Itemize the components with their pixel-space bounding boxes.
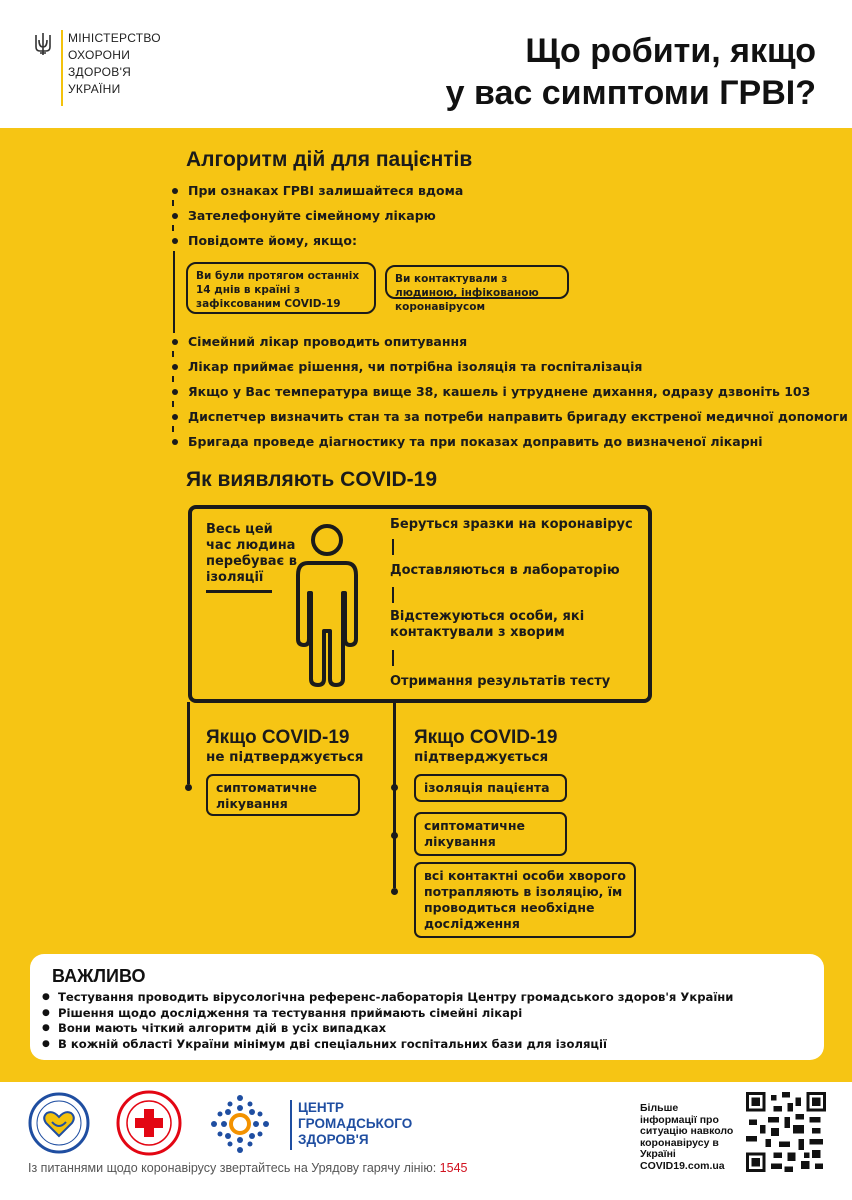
detection-title: Як виявляють COVID-19 [186,468,438,491]
ministry-divider [61,30,63,106]
ukraine-trident-icon [34,32,52,56]
outcome-negative-item: сиптоматичне лікування [206,774,360,816]
outcome-positive-item: ізоляція пацієнта [414,774,567,802]
important-list [42,990,733,1052]
process-connector [392,587,394,603]
branch-line-negative [187,702,190,784]
outcome-negative-title: Якщо COVID-19 [206,727,350,748]
process-step: Беруться зразки на коронавірус [390,517,633,532]
important-item: ● В кожній області України мінімум дві спеціальних госпітальних бази для ізоляції [42,1037,733,1053]
hotline-text: Із питаннями щодо коронавірусу звертайтесь на Урядову гарячу лінію: 1545 [28,1161,468,1175]
step-connector [172,426,174,432]
branch-dot [391,888,398,895]
important-item: ● Вони мають чіткий алгоритм дій в усіх випадках [42,1021,733,1037]
step-connector [173,251,175,333]
branch-dot [391,784,398,791]
process-step: Відстежуються особи, які контактували з хворим [390,609,585,640]
process-connector [392,650,394,666]
algorithm-title: Алгоритм дій для пацієнтів [186,148,473,171]
process-connector [392,539,394,555]
ministry-name: МІНІСТЕРСТВО ОХОРОНИ ЗДОРОВ'Я УКРАЇНИ [68,31,161,96]
isolation-underline [206,590,272,593]
step-connector [172,376,174,382]
branch-dot [185,784,192,791]
step-connector [172,401,174,407]
more-info: Більше інформації про ситуацію навколо коронавірусу в Україні COVID19.com.ua [640,1102,734,1172]
outcome-positive-item: сиптоматичне лікування [414,812,567,856]
step-connector [172,225,174,231]
website-link[interactable]: COVID19.com.ua [640,1159,725,1172]
outcome-positive-subtitle: підтверджується [414,749,549,765]
branch-line-positive [393,702,396,888]
cph-logo-icon [208,1092,272,1156]
step-connector [172,351,174,357]
step-connector [172,200,174,206]
red-cross-logo-icon [116,1090,182,1156]
cph-divider [290,1100,292,1150]
branch-dot [391,832,398,839]
person-icon [294,523,360,689]
important-card [30,954,824,1060]
header [0,0,852,128]
outcome-positive-item: всі контактні особи хворого потрапляють в ізоляцію, їм проводиться необхідне дослідження [414,862,636,938]
condition-contact: Ви контактували з людиною, інфікованою коронавірусом [385,265,569,299]
outcome-negative-subtitle: не підтверджується [206,749,364,765]
important-item: ● Рішення щодо дослідження та тестування приймають сімейні лікарі [42,1006,733,1022]
important-item: ● Тестування проводить вірусологічна референс-лабораторія Центру громадського здоров'я України [42,990,733,1006]
isolation-note: Весь цей час людина перебуває в ізоляції [206,522,297,585]
condition-travel: Ви були протягом останніх 14 днів в країні з зафіксованим COVID-19 [186,262,376,314]
process-step: Доставляються в лабораторію [390,563,620,578]
important-title: ВАЖЛИВО [52,966,146,986]
heart-logo-icon [28,1092,90,1154]
page-title: Що робити, якщо у вас симптоми ГРВІ? [445,32,816,112]
qr-code-icon[interactable] [746,1092,826,1172]
outcome-positive-title: Якщо COVID-19 [414,727,558,748]
process-step: Отримання результатів тесту [390,674,611,689]
hotline-number[interactable]: 1545 [439,1161,468,1175]
cph-name: ЦЕНТР ГРОМАДСЬКОГО ЗДОРОВ'Я [298,1100,413,1147]
